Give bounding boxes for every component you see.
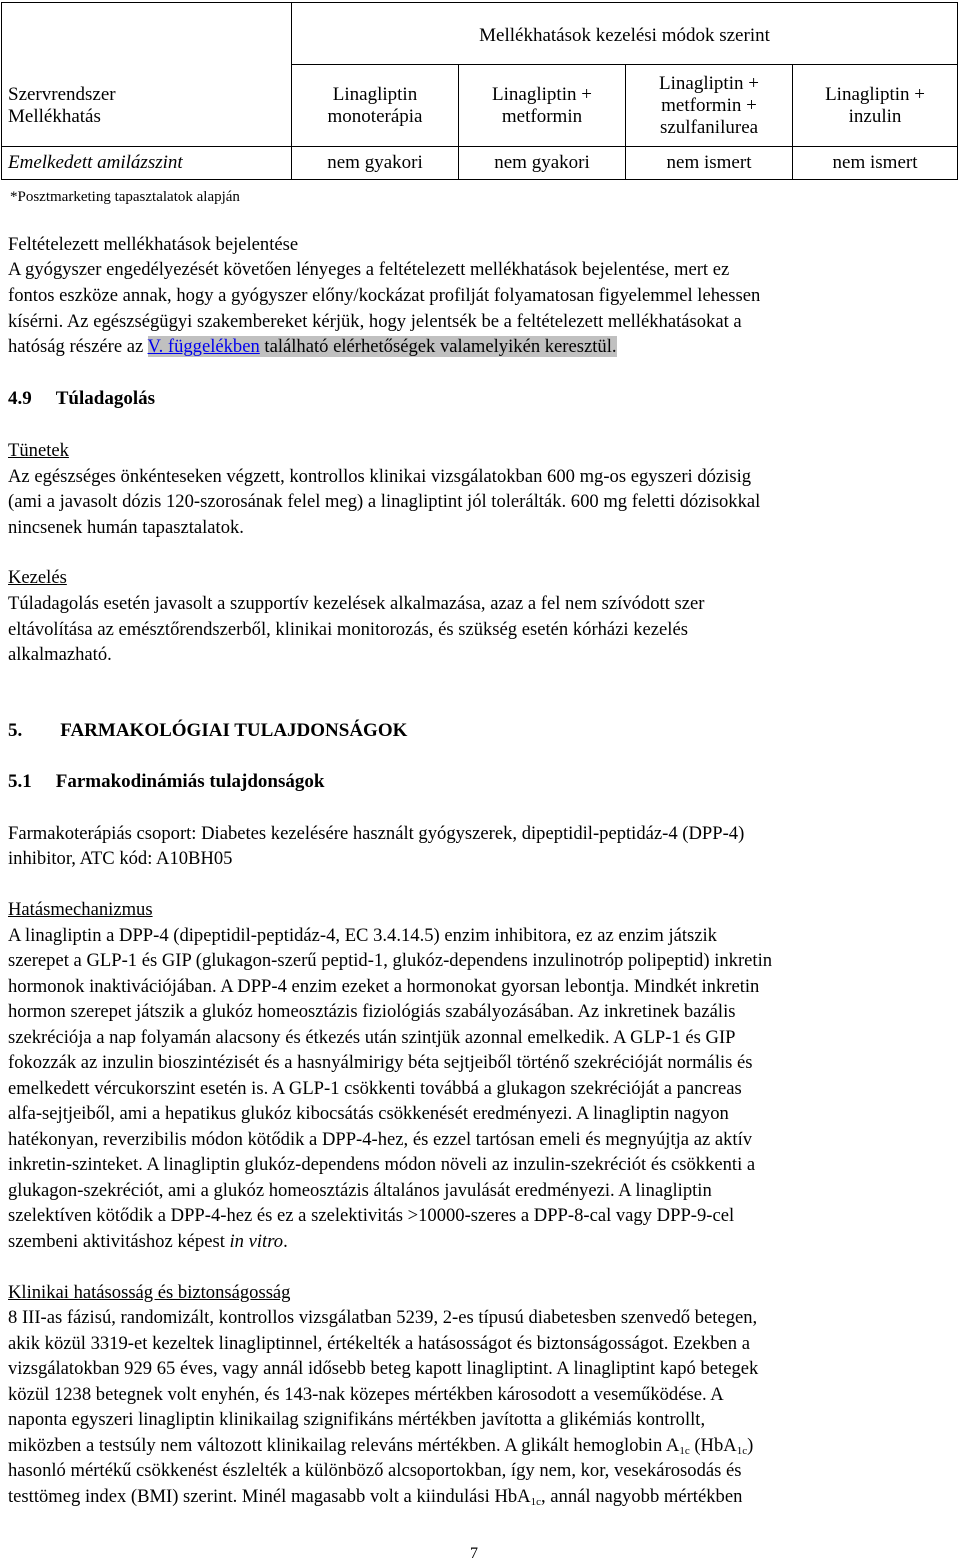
mechanism-line: hormonok inaktivációjában. A DPP-4 enzim ezeket a hormonokat gyorsan lebontja. Mindkét inkretin bbox=[8, 976, 760, 997]
treatment-line: alkalmazható. bbox=[8, 644, 112, 665]
subscript: 1c bbox=[679, 1445, 690, 1457]
row-header-line2: Mellékhatás bbox=[8, 106, 101, 127]
section-5-heading bbox=[8, 720, 407, 742]
row-header-cell bbox=[2, 3, 292, 147]
symptoms-line: nincsenek humán tapasztalatok. bbox=[8, 517, 244, 538]
column-header-text: monoterápia bbox=[327, 105, 423, 127]
side-effects-table bbox=[1, 2, 958, 180]
row-value: nem ismert bbox=[793, 147, 958, 180]
row-value: nem gyakori bbox=[292, 147, 459, 180]
column-header-insulin bbox=[793, 65, 958, 147]
section-number: 4.9 bbox=[8, 388, 32, 409]
clinical-line: közül 1238 betegnek volt enyhén, és 143-nak közepes mértékben károsodott a veseműködése. A bbox=[8, 1384, 724, 1405]
row-label-amylase: Emelkedett amilázszint bbox=[2, 147, 292, 180]
mechanism-italic: in vitro bbox=[229, 1231, 284, 1252]
mechanism-line: szekréciója a nap folyamán alacsony és étkezés után szintjük azonnal emelkedik. A GLP-1 és GIP bbox=[8, 1027, 736, 1048]
clinical-line: 8 III-as fázisú, randomizált, kontrollos vizsgálatban 5239, 2-es típusú diabetesben szenvedő betegen, bbox=[8, 1307, 758, 1328]
column-header-text: inzulin bbox=[848, 105, 902, 127]
mechanism-text: szembeni aktivitáshoz képest bbox=[8, 1231, 230, 1252]
report-line: kísérni. Az egészségügyi szakembereket kérjük, hogy jelentsék be a feltételezett mellékhatásokat a bbox=[8, 311, 742, 332]
clinical-line: naponta egyszeri linagliptin klinikailag szignifikáns mértékben javította a glikémiás kontrollt, bbox=[8, 1409, 706, 1430]
column-header-metformin bbox=[459, 65, 626, 147]
report-line: fontos eszköze annak, hogy a gyógyszer előny/kockázat profilját folyamatosan figyelemmel lehessen bbox=[8, 285, 761, 306]
clinical-line: hasonló mértékű csökkenést észlelték a különböző alcsoportokban, így nem, kor, vesekárosodás és bbox=[8, 1460, 742, 1481]
section-4-9-heading bbox=[8, 388, 155, 410]
section-5-1-heading bbox=[8, 771, 324, 793]
mechanism-line: szelektíven kötődik a DPP-4-hez és ez a szelektivitás >10000-szeres a DPP-8-cal vagy DPP-9-cel bbox=[8, 1205, 735, 1226]
column-header-metformin-sulfonylurea bbox=[626, 65, 793, 147]
clinical-text: (HbA bbox=[689, 1435, 737, 1456]
clinical-line bbox=[8, 1435, 753, 1457]
section-title: Farmakodinámiás tulajdonságok bbox=[55, 771, 325, 792]
mechanism-text: . bbox=[283, 1231, 288, 1252]
clinical-text: testtömeg index (BMI) szerint. Minél magasabb volt a kiindulási HbA bbox=[8, 1486, 531, 1507]
column-header-text: metformin + bbox=[661, 94, 757, 116]
column-header-text: Linagliptin + bbox=[492, 83, 592, 105]
treatment-heading: Kezelés bbox=[8, 567, 67, 588]
clinical-text: miközben a testsúly nem változott klinikailag releváns mértékben. A glikált hemoglobin A bbox=[8, 1435, 680, 1456]
subscript: 1c bbox=[736, 1445, 748, 1457]
symptoms-line: (ami a javasolt dózis 120-szorosának felel meg) a linagliptint jól tolerálták. 600 mg feletti dózisokkal bbox=[8, 491, 761, 512]
mechanism-line: fokozzák az inzulin bioszintézisét és a hasnyálmirigy béta sejtjeiből történő szekrécióját normális és bbox=[8, 1052, 753, 1073]
subscript: 1c bbox=[530, 1496, 541, 1508]
column-header-text: metformin bbox=[501, 105, 583, 127]
mechanism-line: emelkedett vércukorszint esetén is. A GLP-1 csökkenti továbbá a glukagon szekrécióját a pancreas bbox=[8, 1078, 742, 1099]
pharmaco-line: Farmakoterápiás csoport: Diabetes kezelésére használt gyógyszerek, dipeptidil-peptidáz-4 (DPP-4) bbox=[8, 823, 745, 844]
mechanism-line: A linagliptin a DPP-4 (dipeptidil-peptidáz-4, EC 3.4.14.5) enzim inhibitora, ez az enzim játszik bbox=[8, 925, 717, 946]
section-number: 5. bbox=[8, 720, 23, 741]
clinical-line: vizsgálatokban 929 65 éves, vagy annál idősebb beteg kapott linagliptint. A linagliptint kapó betegek bbox=[8, 1358, 759, 1379]
report-line-prefix: hatóság részére az bbox=[8, 336, 148, 357]
column-header-text: Linagliptin bbox=[332, 83, 418, 105]
page-number: 7 bbox=[470, 1545, 478, 1562]
mechanism-heading: Hatásmechanizmus bbox=[8, 899, 153, 920]
report-line: A gyógyszer engedélyezését követően lényeges a feltételezett mellékhatások bejelentése, mert ez bbox=[8, 259, 730, 280]
appendix-v-link[interactable]: V. függelékben bbox=[147, 336, 260, 357]
column-header-text: szulfanilurea bbox=[659, 116, 759, 138]
table-footnote: *Posztmarketing tapasztalatok alapján bbox=[10, 189, 240, 205]
clinical-text: ) bbox=[747, 1435, 754, 1456]
row-header-line1: Szervrendszer bbox=[8, 84, 116, 105]
treatment-line: eltávolítása az emésztőrendszerből, klinikai monitorozás, és szükség esetén kórházi kezelés bbox=[8, 619, 688, 640]
report-heading: Feltételezett mellékhatások bejelentése bbox=[8, 234, 299, 255]
section-number: 5.1 bbox=[8, 771, 32, 792]
mechanism-line: szerepet a GLP-1 és GIP (glukagon-szerű peptid-1, glukóz-dependens inzulinotróp polipeptid) inkretin bbox=[8, 950, 773, 971]
treatment-line: Túladagolás esetén javasolt a szupportív kezelések alkalmazása, azaz a fel nem szívódott szer bbox=[8, 593, 705, 614]
mechanism-line: inkretin-szinteket. A linagliptin glukóz-dependens módon növeli az inzulin-szekréciót és csökkenti a bbox=[8, 1154, 756, 1175]
clinical-line: akik közül 3319-et kezeltek linagliptinnel, értékelték a hatásosságot és biztonságosságot. Ezekben a bbox=[8, 1333, 750, 1354]
mechanism-line: hormon szerepet játszik a glukóz homeosztázis fiziológiás szabályozásában. Az inkretinek bazális bbox=[8, 1001, 736, 1022]
pharmaco-line: inhibitor, ATC kód: A10BH05 bbox=[8, 848, 233, 869]
column-header-text: Linagliptin + bbox=[825, 83, 925, 105]
symptoms-heading: Tünetek bbox=[8, 440, 69, 461]
column-header-text: Linagliptin + bbox=[659, 72, 759, 94]
column-header-monotherapy bbox=[292, 65, 459, 147]
mechanism-line bbox=[8, 1231, 288, 1253]
row-value: nem gyakori bbox=[459, 147, 626, 180]
mechanism-line: glukagon-szekréciót, ami a glukóz homeosztázis általános javulását eredményezi. A linagliptin bbox=[8, 1180, 712, 1201]
report-line bbox=[8, 336, 617, 358]
mechanism-line: hatékonyan, reverzibilis módon kötődik a DPP-4-hez, és ezzel tartósan emeli és megnyújtja az aktív bbox=[8, 1129, 753, 1150]
section-title: Túladagolás bbox=[55, 388, 156, 409]
clinical-text: , annál nagyobb mértékben bbox=[541, 1486, 743, 1507]
symptoms-line: Az egészséges önkénteseken végzett, kontrollos klinikai vizsgálatokban 600 mg-os egyszeri dózisig bbox=[8, 466, 752, 487]
group-header-cell: Mellékhatások kezelési módok szerint bbox=[292, 3, 958, 65]
clinical-line bbox=[8, 1486, 742, 1508]
mechanism-line: alfa-sejtjeiből, ami a hepatikus glukóz kibocsátás csökkenését eredményezi. A linagliptin nagyon bbox=[8, 1103, 729, 1124]
report-line-suffix: található elérhetőségek valamelyikén keresztül. bbox=[259, 336, 617, 357]
row-value: nem ismert bbox=[626, 147, 793, 180]
section-title: FARMAKOLÓGIAI TULAJDONSÁGOK bbox=[60, 720, 408, 741]
clinical-heading: Klinikai hatásosság és biztonságosság bbox=[8, 1282, 291, 1303]
